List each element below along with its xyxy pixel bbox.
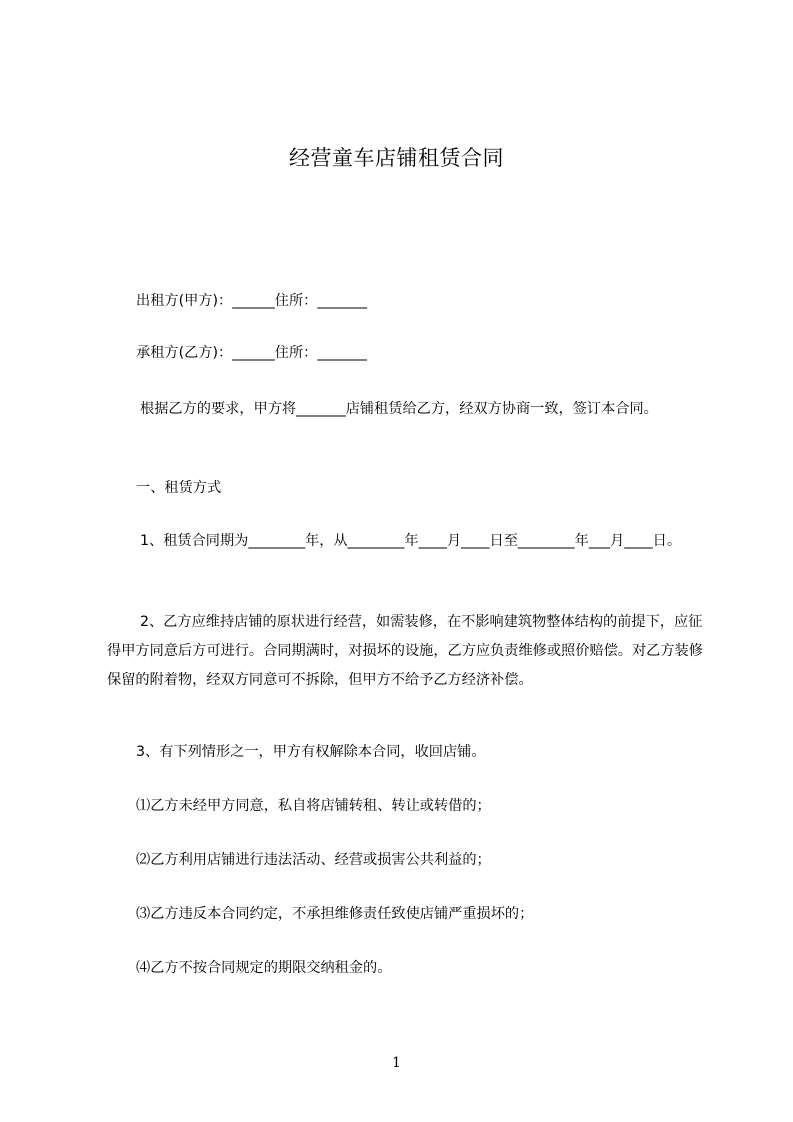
clause-1-paragraph: 1、租赁合同期为________年，从________年____月____日至________年___月____日。 xyxy=(140,533,682,549)
clause-3-paragraph: 3、有下列情形之一，甲方有权解除本合同，收回店铺。 xyxy=(136,744,486,760)
preamble-paragraph: 根据乙方的要求，甲方将_______店铺租赁给乙方，经双方协商一致，签订本合同。 xyxy=(140,401,658,417)
lessee-line: 承租方(乙方)：______住所：_______ xyxy=(136,345,367,361)
termination-item-4: ⑷乙方不按合同规定的期限交纳租金的。 xyxy=(136,960,392,976)
termination-item-2: ⑵乙方利用店铺进行违法活动、经营或损害公共利益的； xyxy=(136,852,491,868)
clause-2-paragraph: 2、乙方应维持店铺的原状进行经营，如需装修，在不影响建筑物整体结构的前提下，应征得甲方同意后方可进行。合同期满时，对损坏的设施，乙方应负责维修或照价赔偿。对乙方装修保留的附着物，经双方同意可不拆除，但甲方不给予乙方经济补偿。 xyxy=(107,614,703,688)
lessor-line: 出租方(甲方)：______住所：_______ xyxy=(136,293,367,309)
termination-item-1: ⑴乙方未经甲方同意，私自将店铺转租、转让或转借的； xyxy=(136,798,491,814)
page-number: 1 xyxy=(392,1055,401,1071)
termination-item-3: ⑶乙方违反本合同约定，不承担维修责任致使店铺严重损坏的； xyxy=(136,906,534,922)
section-heading-lease-method: 一、租赁方式 xyxy=(136,480,222,496)
document-title: 经营童车店铺租赁合同 xyxy=(289,146,504,170)
